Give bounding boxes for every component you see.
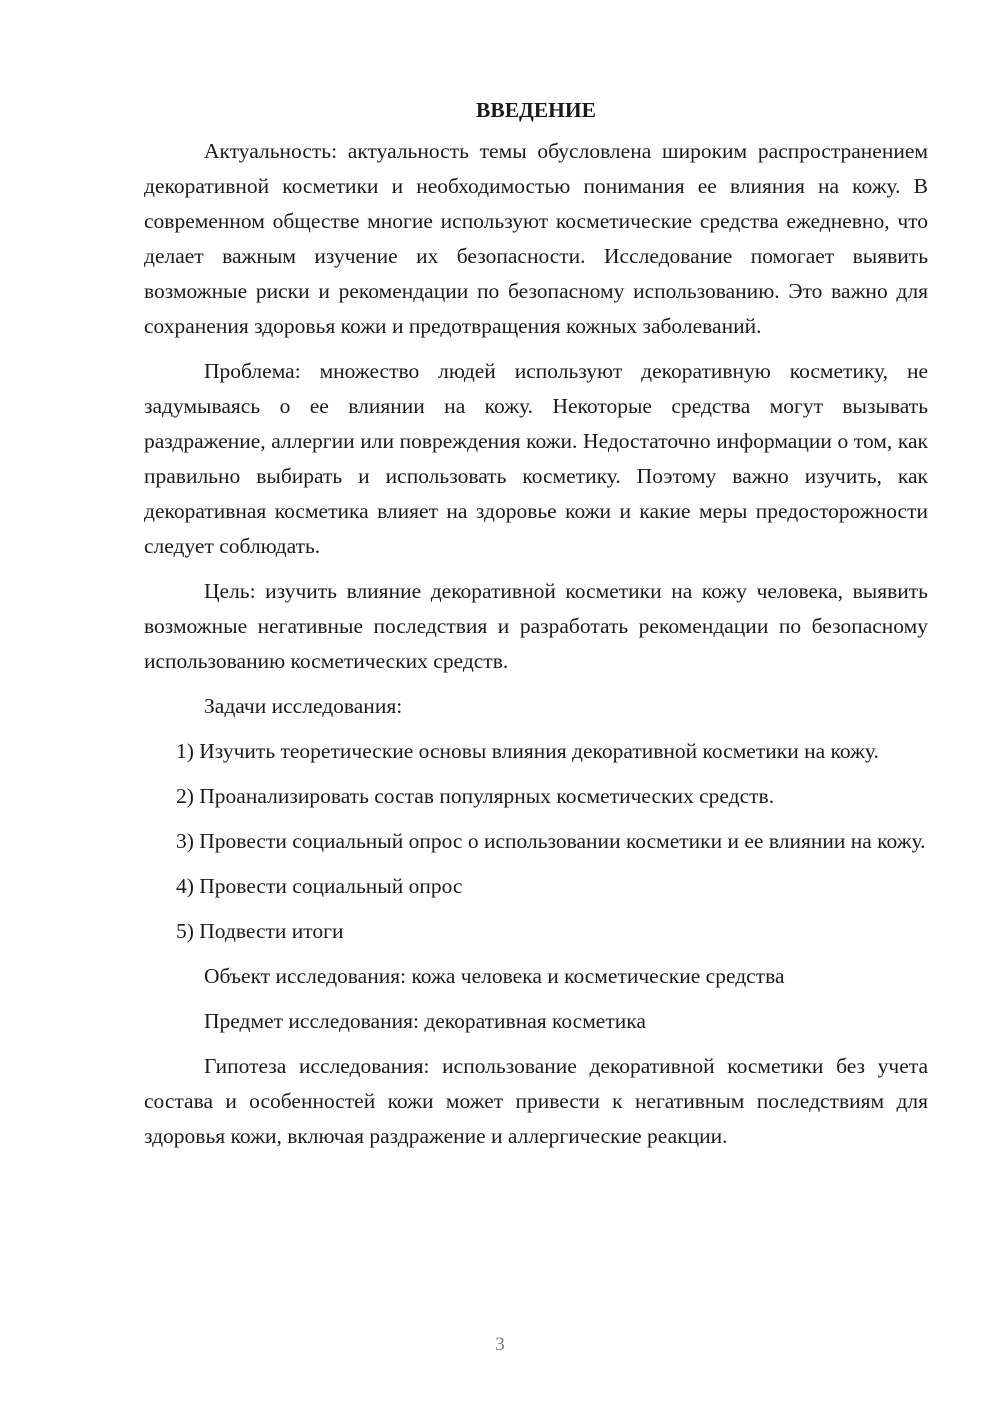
page-number: 3 bbox=[495, 1334, 505, 1355]
paragraph-problem: Проблема: множество людей используют декоративную косметику, не задумываясь о ее влиянии на кожу. Некоторые средства могут вызывать раздражение, аллергии или повреждения кожи. Недостаточно информации о том, как правильно выбирать и использовать косметику. Поэтому важно изучить, как декоративная косметика влияет на здоровье кожи и какие меры предосторожности следует соблюдать. bbox=[144, 359, 928, 558]
task-item: 4) Провести социальный опрос bbox=[176, 874, 463, 898]
tasks-heading: Задачи исследования: bbox=[204, 694, 403, 718]
task-item: 2) Проанализировать состав популярных косметических средств. bbox=[176, 784, 775, 808]
page-content bbox=[144, 92, 928, 1164]
research-hypothesis: Гипотеза исследования: использование декоративной косметики без учета состава и особенностей кожи может привести к негативным последствиям для здоровья кожи, включая раздражение и аллергические реакции. bbox=[144, 1054, 928, 1148]
research-subject: Предмет исследования: декоративная косметика bbox=[204, 1009, 646, 1033]
paragraph-relevance: Актуальность: актуальность темы обусловлена широким распространением декоративной косметики и необходимостью понимания ее влияния на кожу. В современном обществе многие используют косметические средства ежедневно, что делает важным изучение их безопасности. Исследование помогает выявить возможные риски и рекомендации по безопасному использованию. Это важно для сохранения здоровья кожи и предотвращения кожных заболеваний. bbox=[144, 139, 928, 338]
research-object: Объект исследования: кожа человека и косметические средства bbox=[204, 964, 785, 988]
task-item: 5) Подвести итоги bbox=[176, 919, 344, 943]
task-item: 1) Изучить теоретические основы влияния декоративной косметики на кожу. bbox=[176, 739, 879, 763]
paragraph-goal: Цель: изучить влияние декоративной косметики на кожу человека, выявить возможные негативные последствия и разработать рекомендации по безопасному использованию косметических средств. bbox=[144, 579, 928, 673]
section-title: ВВЕДЕНИЕ bbox=[476, 98, 596, 122]
task-item: 3) Провести социальный опрос о использовании косметики и ее влиянии на кожу. bbox=[176, 829, 926, 853]
